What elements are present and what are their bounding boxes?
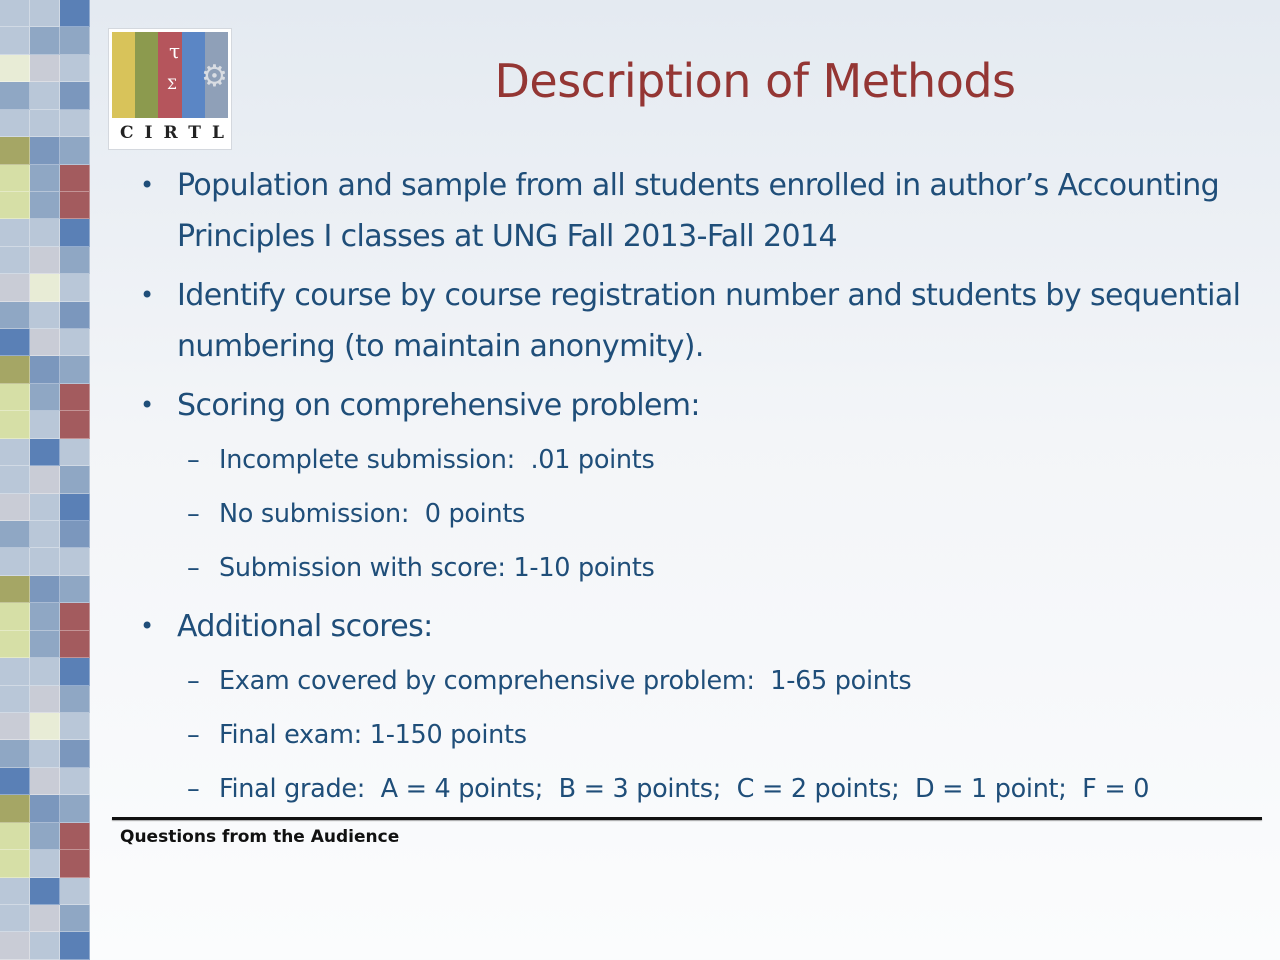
mosaic-tile bbox=[60, 521, 90, 548]
footer-label: Questions from the Audience bbox=[120, 827, 400, 847]
sub-bullet-text: No submission: 0 points bbox=[219, 499, 526, 529]
footer-divider bbox=[112, 817, 1262, 820]
mosaic-tile bbox=[0, 850, 30, 877]
mosaic-tile bbox=[60, 302, 90, 329]
mosaic-tile bbox=[0, 576, 30, 603]
mosaic-tile bbox=[60, 329, 90, 356]
mosaic-tile bbox=[30, 905, 60, 932]
mosaic-tile bbox=[30, 192, 60, 219]
mosaic-tile bbox=[30, 356, 60, 383]
mosaic-tile bbox=[0, 686, 30, 713]
decorative-mosaic-strip bbox=[0, 0, 90, 960]
mosaic-tile bbox=[30, 247, 60, 274]
sub-bullet-item bbox=[140, 768, 1270, 811]
sub-bullet-dash: – bbox=[187, 666, 200, 696]
sub-bullet-text: Exam covered by comprehensive problem: 1-65 points bbox=[219, 666, 912, 696]
mosaic-tile bbox=[0, 494, 30, 521]
mosaic-tile bbox=[30, 110, 60, 137]
mosaic-tile bbox=[30, 0, 60, 27]
mosaic-tile bbox=[0, 631, 30, 658]
sub-bullet-item bbox=[140, 714, 1270, 757]
mosaic-tile bbox=[30, 658, 60, 685]
mosaic-tile bbox=[60, 110, 90, 137]
mosaic-tile bbox=[60, 356, 90, 383]
mosaic-tile bbox=[0, 795, 30, 822]
sub-bullet-dash: – bbox=[187, 774, 200, 804]
mosaic-tile bbox=[60, 192, 90, 219]
mosaic-tile bbox=[0, 905, 30, 932]
mosaic-tile bbox=[30, 795, 60, 822]
sub-bullet-item bbox=[140, 547, 1270, 590]
mosaic-tile bbox=[30, 768, 60, 795]
mosaic-tile bbox=[0, 466, 30, 493]
mosaic-tile bbox=[60, 576, 90, 603]
mosaic-tile bbox=[30, 713, 60, 740]
mosaic-tile bbox=[0, 110, 30, 137]
mosaic-tile bbox=[0, 165, 30, 192]
mosaic-tile bbox=[0, 658, 30, 685]
mosaic-tile bbox=[30, 329, 60, 356]
mosaic-tile bbox=[0, 0, 30, 27]
mosaic-tile bbox=[60, 686, 90, 713]
mosaic-tile bbox=[60, 905, 90, 932]
mosaic-tile bbox=[60, 878, 90, 905]
mosaic-tile bbox=[0, 219, 30, 246]
slide-body bbox=[140, 160, 1270, 822]
sub-bullet-text: Final exam: 1-150 points bbox=[219, 720, 527, 750]
mosaic-tile bbox=[0, 878, 30, 905]
mosaic-tile bbox=[60, 631, 90, 658]
mosaic-tile bbox=[0, 247, 30, 274]
mosaic-tile bbox=[0, 548, 30, 575]
mosaic-tile bbox=[60, 494, 90, 521]
mosaic-tile bbox=[60, 768, 90, 795]
mosaic-tile bbox=[30, 384, 60, 411]
mosaic-tile bbox=[60, 439, 90, 466]
mosaic-tile bbox=[30, 603, 60, 630]
mosaic-tile bbox=[30, 850, 60, 877]
mosaic-tile bbox=[60, 823, 90, 850]
mosaic-tile bbox=[60, 850, 90, 877]
sub-bullet-dash: – bbox=[187, 499, 200, 529]
mosaic-tile bbox=[60, 932, 90, 959]
sub-bullet-text: Final grade: A = 4 points; B = 3 points; C = 2 points; D = 1 point; F = 0 bbox=[219, 774, 1150, 804]
mosaic-tile bbox=[30, 137, 60, 164]
mosaic-tile bbox=[60, 0, 90, 27]
mosaic-tile bbox=[30, 274, 60, 301]
sub-bullet-item bbox=[140, 439, 1270, 482]
mosaic-tile bbox=[60, 27, 90, 54]
mosaic-tile bbox=[0, 932, 30, 959]
sub-bullet-item bbox=[140, 660, 1270, 703]
mosaic-tile bbox=[30, 411, 60, 438]
sub-bullet-dash: – bbox=[187, 720, 200, 750]
mosaic-tile bbox=[0, 713, 30, 740]
mosaic-tile bbox=[30, 740, 60, 767]
mosaic-tile bbox=[60, 603, 90, 630]
mosaic-tile bbox=[0, 356, 30, 383]
sub-bullet-text: Submission with score: 1-10 points bbox=[219, 553, 655, 583]
mosaic-tile bbox=[60, 548, 90, 575]
bullet-item: • Population and sample from all students enrolled in author’s Accounting Principles I classes at UNG Fall 2013-Fall 2014 bbox=[140, 160, 1270, 262]
mosaic-tile bbox=[0, 329, 30, 356]
mosaic-tile bbox=[0, 521, 30, 548]
mosaic-tile bbox=[0, 384, 30, 411]
mosaic-tile bbox=[60, 466, 90, 493]
mosaic-tile bbox=[60, 384, 90, 411]
mosaic-tile bbox=[30, 219, 60, 246]
bullet-item: • Additional scores: bbox=[140, 601, 1270, 652]
mosaic-tile bbox=[60, 137, 90, 164]
sub-bullet-dash: – bbox=[187, 445, 200, 475]
logo-wordmark: CIRTL bbox=[120, 123, 235, 143]
mosaic-tile bbox=[0, 823, 30, 850]
mosaic-tile bbox=[30, 494, 60, 521]
mosaic-tile bbox=[0, 603, 30, 630]
mosaic-tile bbox=[60, 713, 90, 740]
slide-title: Description of Methods bbox=[494, 54, 1016, 108]
mosaic-tile bbox=[0, 439, 30, 466]
mosaic-tile bbox=[60, 219, 90, 246]
mosaic-tile bbox=[0, 192, 30, 219]
mosaic-tile bbox=[30, 521, 60, 548]
mosaic-tile bbox=[60, 740, 90, 767]
sub-bullet-text: Incomplete submission: .01 points bbox=[219, 445, 655, 475]
mosaic-tile bbox=[60, 165, 90, 192]
mosaic-tile bbox=[60, 274, 90, 301]
sub-bullet-dash: – bbox=[187, 553, 200, 583]
logo-tau-glyph: τ bbox=[169, 39, 181, 63]
logo-sigma-glyph: Σ bbox=[167, 77, 177, 93]
mosaic-tile bbox=[30, 165, 60, 192]
mosaic-tile bbox=[0, 274, 30, 301]
mosaic-tile bbox=[60, 658, 90, 685]
mosaic-tile bbox=[30, 576, 60, 603]
mosaic-tile bbox=[0, 740, 30, 767]
mosaic-tile bbox=[0, 768, 30, 795]
mosaic-tile bbox=[30, 27, 60, 54]
logo-gear-icon: ⚙ bbox=[201, 59, 228, 94]
bullet-item: • Scoring on comprehensive problem: bbox=[140, 380, 1270, 431]
mosaic-tile bbox=[30, 878, 60, 905]
bullet-item: • Identify course by course registration number and students by sequential numbering (to maintain anonymity). bbox=[140, 270, 1270, 372]
mosaic-tile bbox=[0, 302, 30, 329]
mosaic-tile bbox=[60, 247, 90, 274]
mosaic-tile bbox=[60, 411, 90, 438]
mosaic-tile bbox=[30, 686, 60, 713]
mosaic-tile bbox=[30, 439, 60, 466]
mosaic-tile bbox=[30, 302, 60, 329]
mosaic-tile bbox=[30, 548, 60, 575]
mosaic-tile bbox=[30, 823, 60, 850]
mosaic-tile bbox=[60, 795, 90, 822]
mosaic-tile bbox=[30, 631, 60, 658]
mosaic-tile bbox=[0, 411, 30, 438]
mosaic-tile bbox=[30, 932, 60, 959]
mosaic-tile bbox=[30, 466, 60, 493]
mosaic-tile bbox=[0, 27, 30, 54]
mosaic-tile bbox=[0, 137, 30, 164]
sub-bullet-item bbox=[140, 493, 1270, 536]
